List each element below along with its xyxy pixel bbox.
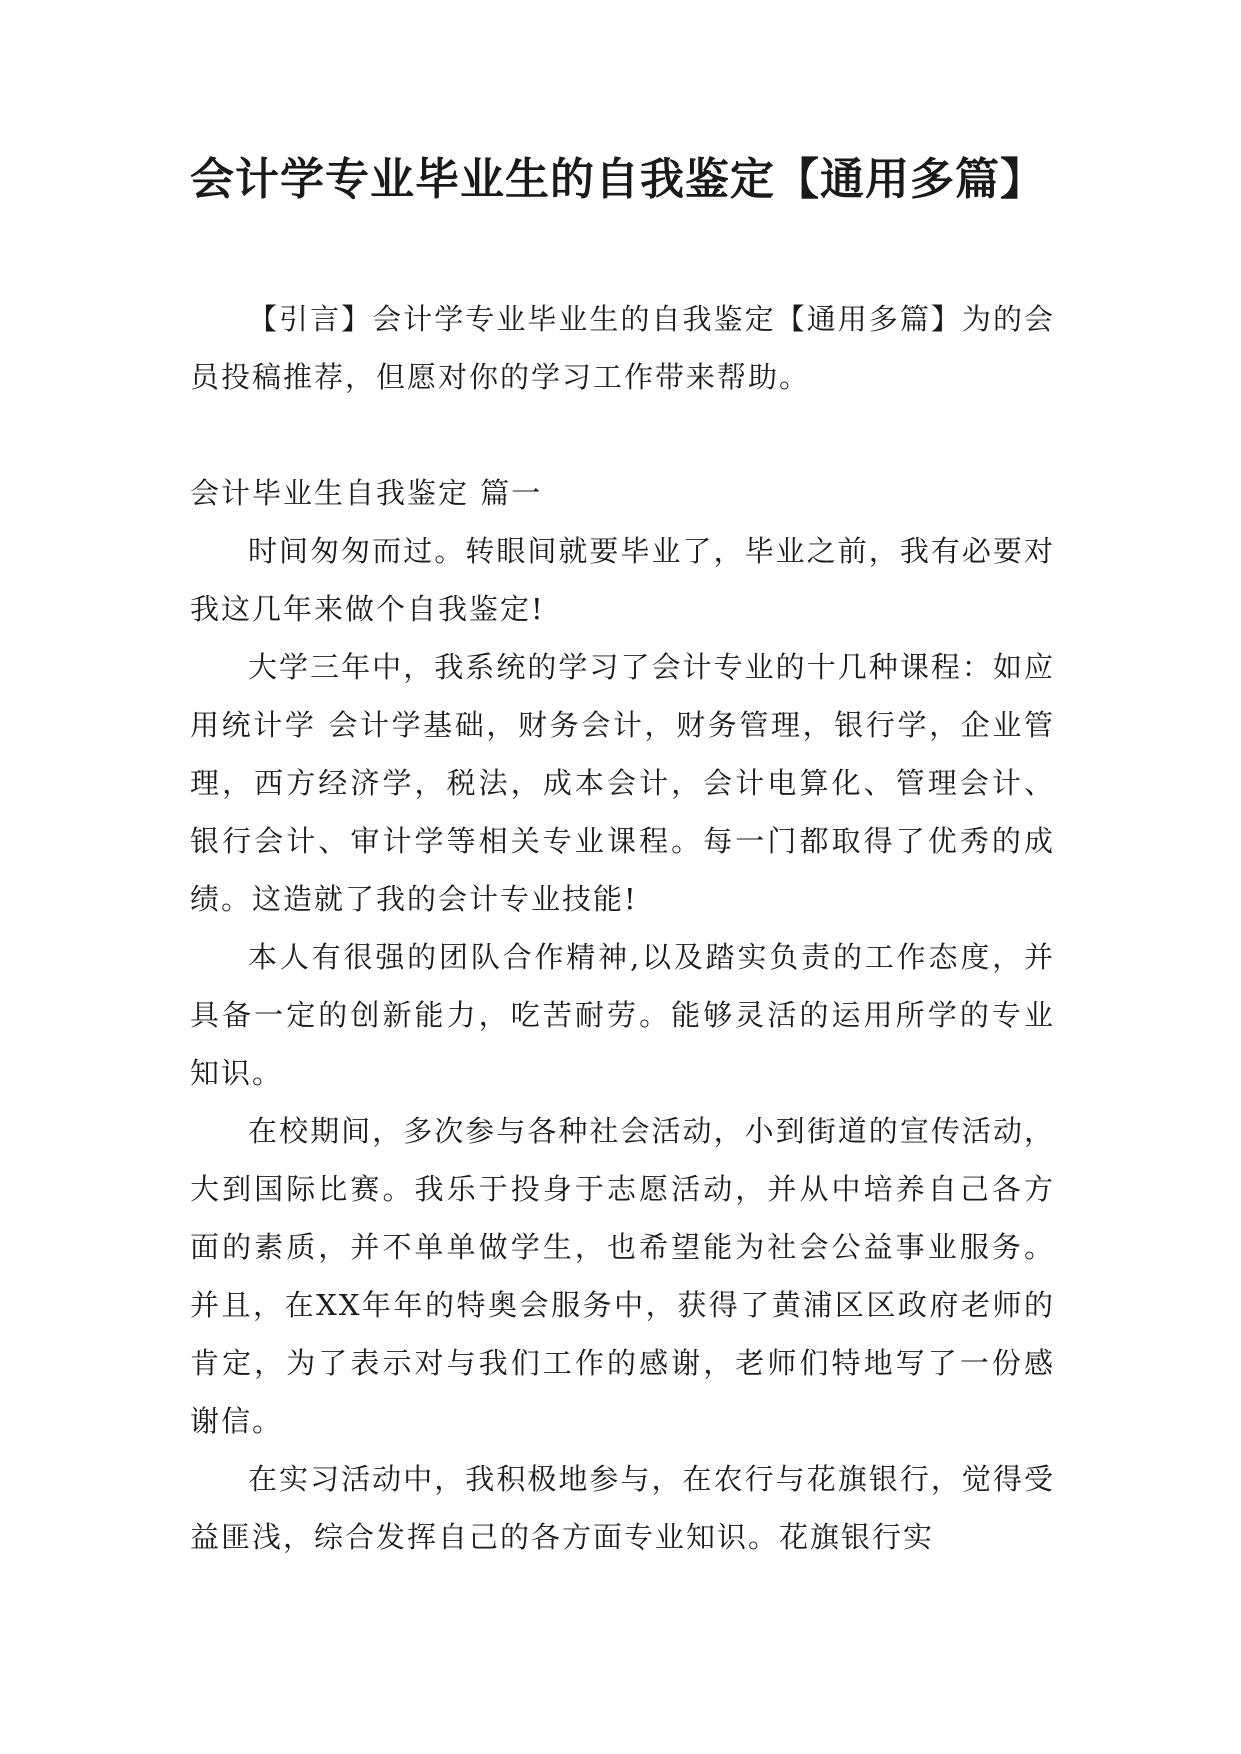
- body-paragraph: 在实习活动中，我积极地参与，在农行与花旗银行，觉得受益匪浅，综合发挥自己的各方面专业知识。花旗银行实: [190, 1462, 1055, 1554]
- body-paragraph: 在校期间，多次参与各种社会活动，小到街道的宣传活动，大到国际比赛。我乐于投身于志愿活动，并从中培养自己各方面的素质，并不单单做学生，也希望能为社会公益事业服务。并且，在XX年年的特奥会服务中，获得了黄浦区区政府老师的肯定，为了表示对与我们工作的感谢，老师们特地写了一份感谢信。: [190, 1114, 1055, 1438]
- intro-paragraph: 【引言】会计学专业毕业生的自我鉴定【通用多篇】为的会员投稿推荐，但愿对你的学习工作带来帮助。: [190, 302, 1055, 394]
- body-paragraph: 时间匆匆而过。转眼间就要毕业了，毕业之前，我有必要对我这几年来做个自我鉴定!: [190, 534, 1055, 626]
- document-body: [190, 290, 1055, 1566]
- section-heading: 会计毕业生自我鉴定 篇一: [190, 476, 543, 510]
- document-title: 会计学专业毕业生的自我鉴定【通用多篇】: [190, 154, 1045, 205]
- body-paragraph: 大学三年中，我系统的学习了会计专业的十几种课程：如应用统计学 会计学基础，财务会计，财务管理，银行学，企业管理，西方经济学，税法，成本会计，会计电算化、管理会计、银行会计、审计学等相关专业课程。每一门都取得了优秀的成绩。这造就了我的会计专业技能!: [190, 650, 1055, 916]
- body-paragraph: 本人有很强的团队合作精神,以及踏实负责的工作态度，并具备一定的创新能力，吃苦耐劳。能够灵活的运用所学的专业知识。: [190, 940, 1055, 1090]
